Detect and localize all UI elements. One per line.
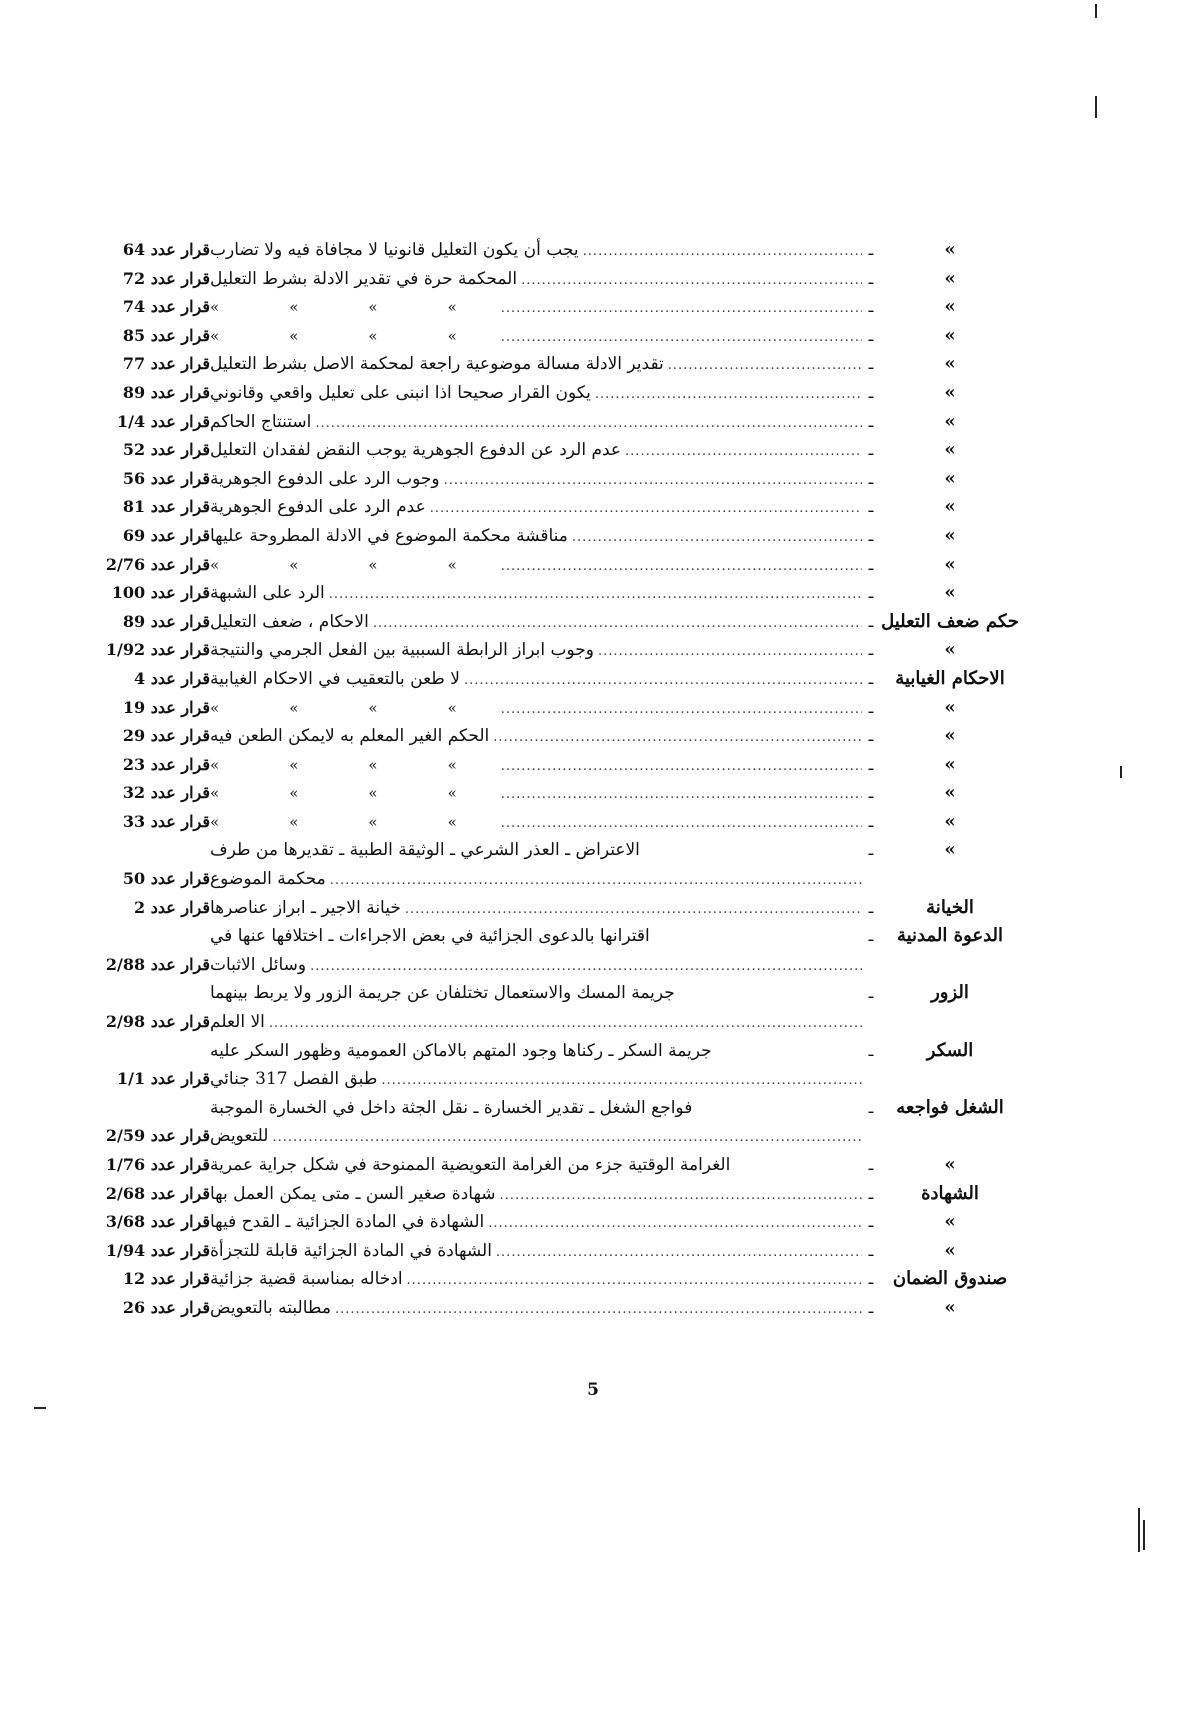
index-entry: [80, 265, 1020, 294]
entry-heading: الاحكام الغيابية: [895, 667, 1005, 689]
entry-text: [210, 551, 862, 582]
leader-dots: [484, 1210, 862, 1239]
ditto-mark: »: [368, 698, 378, 717]
ditto-marks: [210, 808, 497, 837]
decision-reference: قرار عدد 1/1: [117, 1069, 210, 1089]
leader-dots: [311, 410, 862, 439]
entry-text: [210, 1037, 862, 1066]
entry-dash: ـ: [868, 468, 874, 488]
entry-description: طبق الفصل 317 جنائي: [210, 1069, 378, 1090]
ditto-mark: »: [447, 698, 457, 717]
entry-description: الاعتراض ـ العذر الشرعي ـ الوثيقة الطبية ـ تقديرها من طرف: [210, 840, 640, 861]
decision-reference: قرار عدد 1/94: [105, 1240, 210, 1260]
index-entry: [80, 1122, 1020, 1151]
index-entry: [80, 1208, 1020, 1237]
index-entry: [80, 951, 1020, 980]
ditto-marks: [210, 551, 497, 580]
entry-dash: ـ: [868, 983, 874, 1003]
leader-dots: [331, 1296, 862, 1325]
leader-dots: [497, 696, 862, 725]
entry-text: [210, 694, 862, 725]
entry-heading: »: [944, 696, 956, 718]
index-entry: [80, 551, 1020, 580]
entry-text: [210, 836, 862, 865]
index-entry: [80, 1008, 1020, 1037]
entry-description: يجب أن يكون التعليل قانونيا لا مجافاة فيه ولا تضارب: [210, 240, 579, 260]
leader-dots: [369, 610, 862, 639]
ditto-mark: »: [368, 784, 378, 803]
entry-text: [210, 779, 862, 810]
ditto-mark: »: [289, 326, 299, 345]
entry-heading: »: [944, 810, 956, 832]
ditto-mark: »: [210, 755, 220, 774]
ditto-mark: »: [368, 755, 378, 774]
ditto-mark: »: [368, 812, 378, 831]
index-entry: [80, 694, 1020, 723]
entry-text: [210, 1294, 862, 1325]
entry-text: [210, 1265, 862, 1296]
scan-mark: [1095, 96, 1097, 118]
entry-dash: ـ: [868, 268, 874, 288]
entry-text: [210, 408, 862, 439]
entry-description: عدم الرد عن الدفوع الجوهرية يوجب النقض لفقدان التعليل: [210, 440, 622, 461]
entry-heading: »: [944, 496, 956, 518]
entry-heading: »: [944, 782, 956, 804]
index-entry: [80, 722, 1020, 751]
decision-reference: قرار عدد 81: [122, 497, 210, 517]
leader-dots: [325, 581, 862, 610]
entry-dash: ـ: [868, 1212, 874, 1232]
entry-text: [210, 1180, 862, 1211]
entry-description: لا طعن بالتعقيب في الاحكام الغيابية: [210, 668, 460, 689]
index-entry: [80, 665, 1020, 694]
index-entry: [80, 350, 1020, 379]
leader-dots: [621, 438, 862, 467]
decision-reference: قرار عدد 2/88: [105, 954, 210, 974]
decision-reference: قرار عدد 1/4: [117, 411, 210, 431]
entry-dash: ـ: [868, 840, 874, 860]
entry-description: للتعويض: [210, 1126, 269, 1147]
entry-heading: »: [944, 296, 956, 318]
entry-text: [210, 350, 862, 381]
index-entry: [80, 636, 1020, 665]
decision-reference: قرار عدد 2/98: [105, 1012, 210, 1032]
entry-heading: صندوق الضمان: [892, 1268, 1008, 1290]
ditto-mark: »: [289, 698, 299, 717]
index-list: [80, 236, 1020, 1323]
index-entry: [80, 751, 1020, 780]
decision-reference: قرار عدد 69: [122, 525, 210, 545]
decision-reference: قرار عدد 64: [122, 240, 210, 259]
index-entry: [80, 1180, 1020, 1209]
entry-heading: »: [944, 467, 956, 489]
entry-text: [210, 579, 862, 610]
entry-heading: »: [944, 582, 956, 604]
ditto-mark: »: [210, 784, 220, 803]
entry-description: وجوب ابراز الرابطة السببية بين الفعل الجرمي والنتيجة: [210, 640, 594, 661]
entry-description: تقدير الادلة مسالة موضوعية راجعة لمحكمة الاصل بشرط التعليل: [210, 354, 664, 375]
index-entry: [80, 865, 1020, 894]
entry-text: [210, 608, 862, 639]
leader-dots: [326, 867, 862, 896]
entry-text: [210, 265, 862, 296]
entry-heading: »: [944, 639, 956, 661]
entry-dash: ـ: [868, 668, 874, 688]
ditto-mark: »: [289, 812, 299, 831]
entry-heading: »: [944, 324, 956, 346]
decision-reference: قرار عدد 23: [122, 754, 210, 774]
entry-description: جريمة المسك والاستعمال تختلفان عن جريمة الزور ولا يربط بينهما: [210, 983, 675, 1004]
ditto-mark: »: [210, 812, 220, 831]
entry-dash: ـ: [868, 1183, 874, 1203]
leader-dots: [440, 467, 862, 496]
entry-text: [210, 1122, 862, 1153]
decision-reference: قرار عدد 19: [122, 697, 210, 717]
entry-text: [210, 322, 862, 353]
index-entry: [80, 1151, 1020, 1180]
ditto-mark: »: [289, 755, 299, 774]
leader-dots: [594, 638, 862, 667]
entry-heading: الشغل فواجعه: [896, 1096, 1004, 1118]
decision-reference: قرار عدد 77: [122, 354, 210, 374]
decision-reference: قرار عدد 32: [122, 783, 210, 803]
entry-heading: »: [944, 1154, 956, 1175]
entry-heading: حكم ضعف التعليل: [881, 610, 1019, 632]
entry-description: عدم الرد على الدفوع الجوهرية: [210, 497, 426, 518]
index-entry: [80, 579, 1020, 608]
entry-description: الاحكام ، ضعف التعليل: [210, 611, 369, 632]
ditto-mark: »: [447, 298, 457, 317]
entry-dash: ـ: [868, 240, 874, 259]
entry-dash: ـ: [868, 325, 874, 345]
ditto-marks: [210, 694, 497, 723]
ditto-mark: »: [210, 326, 220, 345]
ditto-marks: [210, 779, 497, 808]
entry-description: الحكم الغير المعلم به لايمكن الطعن فيه: [210, 726, 490, 747]
ditto-mark: »: [368, 298, 378, 317]
entry-text: [210, 465, 862, 496]
entry-text: [210, 379, 862, 410]
index-entry: [80, 608, 1020, 637]
entry-heading: »: [944, 439, 956, 461]
decision-reference: قرار عدد 26: [122, 1297, 210, 1317]
entry-heading: »: [944, 410, 956, 432]
leader-dots: [579, 238, 862, 267]
entry-dash: ـ: [868, 611, 874, 631]
entry-dash: ـ: [868, 697, 874, 717]
entry-heading: الزور: [931, 982, 969, 1004]
leader-dots: [403, 1267, 862, 1296]
entry-heading: الدعوة المدنية: [896, 925, 1004, 947]
entry-text: [210, 522, 862, 553]
entry-dash: ـ: [868, 497, 874, 517]
leader-dots: [401, 896, 862, 925]
index-entry: [80, 408, 1020, 437]
index-entry: [80, 379, 1020, 408]
entry-text: [210, 436, 862, 467]
decision-reference: قرار عدد 3/68: [105, 1212, 210, 1232]
entry-text: [210, 922, 862, 951]
decision-reference: قرار عدد 1/92: [105, 640, 210, 660]
leader-dots: [306, 953, 862, 982]
ditto-marks: [210, 293, 497, 322]
entry-dash: ـ: [868, 811, 874, 831]
entry-heading: السكر: [926, 1039, 974, 1061]
entry-heading: »: [944, 1296, 956, 1318]
entry-heading: »: [944, 839, 956, 861]
leader-dots: [489, 724, 862, 753]
decision-reference: قرار عدد 72: [122, 268, 210, 288]
ditto-mark: »: [368, 326, 378, 345]
entry-description: مطالبته بالتعويض: [210, 1297, 331, 1318]
entry-dash: ـ: [868, 926, 874, 946]
entry-dash: ـ: [868, 726, 874, 746]
leader-dots: [377, 1067, 862, 1096]
entry-text: [210, 865, 862, 896]
entry-text: [210, 1208, 862, 1239]
entry-description: الشهادة في المادة الجزائية ـ القدح فيها: [210, 1212, 485, 1233]
ditto-mark: »: [368, 555, 378, 574]
ditto-mark: »: [210, 555, 220, 574]
decision-reference: قرار عدد 85: [122, 325, 210, 345]
index-entry: [80, 236, 1020, 265]
entry-heading: الشهادة: [921, 1182, 979, 1204]
index-entry: [80, 293, 1020, 322]
entry-dash: ـ: [868, 583, 874, 603]
ditto-mark: »: [447, 784, 457, 803]
ditto-mark: »: [447, 812, 457, 831]
leader-dots: [591, 381, 862, 410]
ditto-mark: »: [289, 298, 299, 317]
entry-heading: »: [944, 267, 956, 289]
leader-dots: [568, 524, 862, 553]
leader-dots: [268, 1124, 862, 1153]
scan-mark: [1143, 1520, 1145, 1550]
index-entry: [80, 465, 1020, 494]
entry-description: جريمة السكر ـ ركناها وجود المتهم بالاماكن العمومية وظهور السكر عليه: [210, 1040, 712, 1061]
entry-text: [210, 236, 862, 267]
leader-dots: [496, 1182, 862, 1211]
entry-description: فواجع الشغل ـ تقدير الخسارة ـ نقل الجثة داخل في الخسارة الموجبة: [210, 1097, 693, 1118]
entry-dash: ـ: [868, 1097, 874, 1117]
decision-reference: قرار عدد 2/76: [105, 554, 210, 574]
entry-text: [210, 1008, 862, 1039]
leader-dots: [492, 1239, 862, 1268]
index-entry: [80, 1094, 1020, 1123]
entry-dash: ـ: [868, 297, 874, 317]
decision-reference: قرار عدد 89: [122, 382, 210, 402]
entry-text: [210, 808, 862, 839]
entry-dash: ـ: [868, 411, 874, 431]
scan-mark: [34, 1407, 46, 1409]
entry-dash: ـ: [868, 897, 874, 917]
entry-text: [210, 636, 862, 667]
entry-description: المحكمة حرة في تقدير الادلة بشرط التعليل: [210, 268, 518, 289]
entry-description: اقترانها بالدعوى الجزائية في بعض الاجراءات ـ اختلافها عنها في: [210, 926, 650, 947]
entry-heading: »: [944, 239, 956, 260]
index-entry: [80, 808, 1020, 837]
entry-dash: ـ: [868, 1297, 874, 1317]
index-entry: [80, 1037, 1020, 1066]
leader-dots: [497, 324, 862, 353]
leader-dots: [497, 553, 862, 582]
entry-text: [210, 1065, 862, 1096]
scan-mark: [1120, 766, 1122, 778]
index-entry: [80, 1265, 1020, 1294]
index-entry: [80, 493, 1020, 522]
entry-description: يكون القرار صحيحا اذا انبنى على تعليل واقعي وقانوني: [210, 382, 591, 403]
entry-description: محكمة الموضوع: [210, 869, 326, 890]
decision-reference: قرار عدد 12: [122, 1269, 210, 1289]
index-entry: [80, 979, 1020, 1008]
ditto-mark: »: [447, 555, 457, 574]
index-entry: [80, 894, 1020, 923]
page-number: 5: [587, 1380, 599, 1400]
entry-text: [210, 1151, 862, 1180]
entry-heading: »: [944, 353, 956, 375]
index-entry: [80, 779, 1020, 808]
entry-text: [210, 722, 862, 753]
ditto-mark: »: [210, 698, 220, 717]
entry-dash: ـ: [868, 354, 874, 374]
entry-description: وجوب الرد على الدفوع الجوهرية: [210, 468, 440, 489]
entry-description: شهادة صغير السن ـ متى يمكن العمل بها: [210, 1183, 496, 1204]
entry-text: [210, 1094, 862, 1123]
entry-description: استنتاج الحاكم: [210, 411, 312, 432]
scan-mark: [1138, 1508, 1140, 1552]
entry-description: وسائل الاثبات: [210, 954, 307, 975]
leader-dots: [497, 781, 862, 810]
entry-heading: »: [944, 753, 956, 775]
leader-dots: [497, 810, 862, 839]
entry-dash: ـ: [868, 1040, 874, 1060]
ditto-mark: »: [289, 555, 299, 574]
decision-reference: قرار عدد 2: [134, 897, 210, 917]
decision-reference: قرار عدد 50: [122, 869, 210, 889]
entry-heading: »: [944, 553, 956, 575]
entry-heading: »: [944, 381, 956, 403]
index-entry: [80, 1294, 1020, 1323]
index-entry: [80, 436, 1020, 465]
ditto-mark: »: [447, 755, 457, 774]
entry-heading: »: [944, 1239, 956, 1261]
leader-dots: [664, 352, 862, 381]
ditto-mark: »: [289, 784, 299, 803]
ditto-mark: »: [210, 298, 220, 317]
entry-dash: ـ: [868, 525, 874, 545]
decision-reference: قرار عدد 2/68: [105, 1183, 210, 1203]
index-entry: [80, 1065, 1020, 1094]
entry-text: [210, 751, 862, 782]
entry-dash: ـ: [868, 382, 874, 402]
entry-dash: ـ: [868, 554, 874, 574]
ditto-marks: [210, 751, 497, 780]
decision-reference: قرار عدد 56: [122, 468, 210, 488]
entry-description: مناقشة محكمة الموضوع في الادلة المطروحة عليها: [210, 525, 568, 546]
scan-mark: [1095, 4, 1097, 18]
entry-dash: ـ: [868, 440, 874, 460]
entry-text: [210, 665, 862, 696]
entry-dash: ـ: [868, 783, 874, 803]
decision-reference: قرار عدد 29: [122, 726, 210, 746]
entry-text: [210, 493, 862, 524]
leader-dots: [265, 1010, 862, 1039]
decision-reference: قرار عدد 74: [122, 297, 210, 317]
entry-heading: »: [944, 1211, 956, 1233]
index-entry: [80, 922, 1020, 951]
leader-dots: [497, 295, 862, 324]
decision-reference: قرار عدد 100: [111, 583, 210, 603]
entry-text: [210, 979, 862, 1008]
decision-reference: قرار عدد 33: [122, 811, 210, 831]
entry-description: الغرامة الوقتية جزء من الغرامة التعويضية الممنوحة في شكل جراية عمرية: [210, 1155, 731, 1175]
entry-heading: »: [944, 725, 956, 747]
ditto-mark: »: [447, 326, 457, 345]
ditto-marks: [210, 322, 497, 351]
decision-reference: قرار عدد 1/76: [105, 1155, 210, 1174]
index-entry: [80, 522, 1020, 551]
entry-heading: »: [944, 524, 956, 546]
index-entry: [80, 322, 1020, 351]
entry-description: الرد على الشبهة: [210, 583, 325, 604]
entry-description: الشهادة في المادة الجزائية قابلة للتجزأة: [210, 1240, 492, 1261]
decision-reference: قرار عدد 89: [122, 611, 210, 631]
entry-description: ادخاله بمناسبة قضية جزائية: [210, 1269, 403, 1290]
leader-dots: [460, 667, 862, 696]
entry-dash: ـ: [868, 754, 874, 774]
index-entry: [80, 1237, 1020, 1266]
entry-dash: ـ: [868, 1240, 874, 1260]
entry-dash: ـ: [868, 1269, 874, 1289]
decision-reference: قرار عدد 52: [122, 440, 210, 460]
leader-dots: [497, 753, 862, 782]
entry-description: خيانة الاجير ـ ابراز عناصرها: [210, 897, 401, 918]
decision-reference: قرار عدد 2/59: [105, 1126, 210, 1146]
leader-dots: [426, 495, 862, 524]
entry-dash: ـ: [868, 640, 874, 660]
entry-text: [210, 894, 862, 925]
entry-text: [210, 1237, 862, 1268]
entry-text: [210, 293, 862, 324]
entry-text: [210, 951, 862, 982]
entry-description: الا العلم: [210, 1012, 265, 1033]
entry-heading: الخيانة: [926, 896, 974, 918]
entry-dash: ـ: [868, 1155, 874, 1174]
decision-reference: قرار عدد 4: [134, 668, 210, 688]
index-entry: [80, 836, 1020, 865]
leader-dots: [517, 267, 862, 296]
